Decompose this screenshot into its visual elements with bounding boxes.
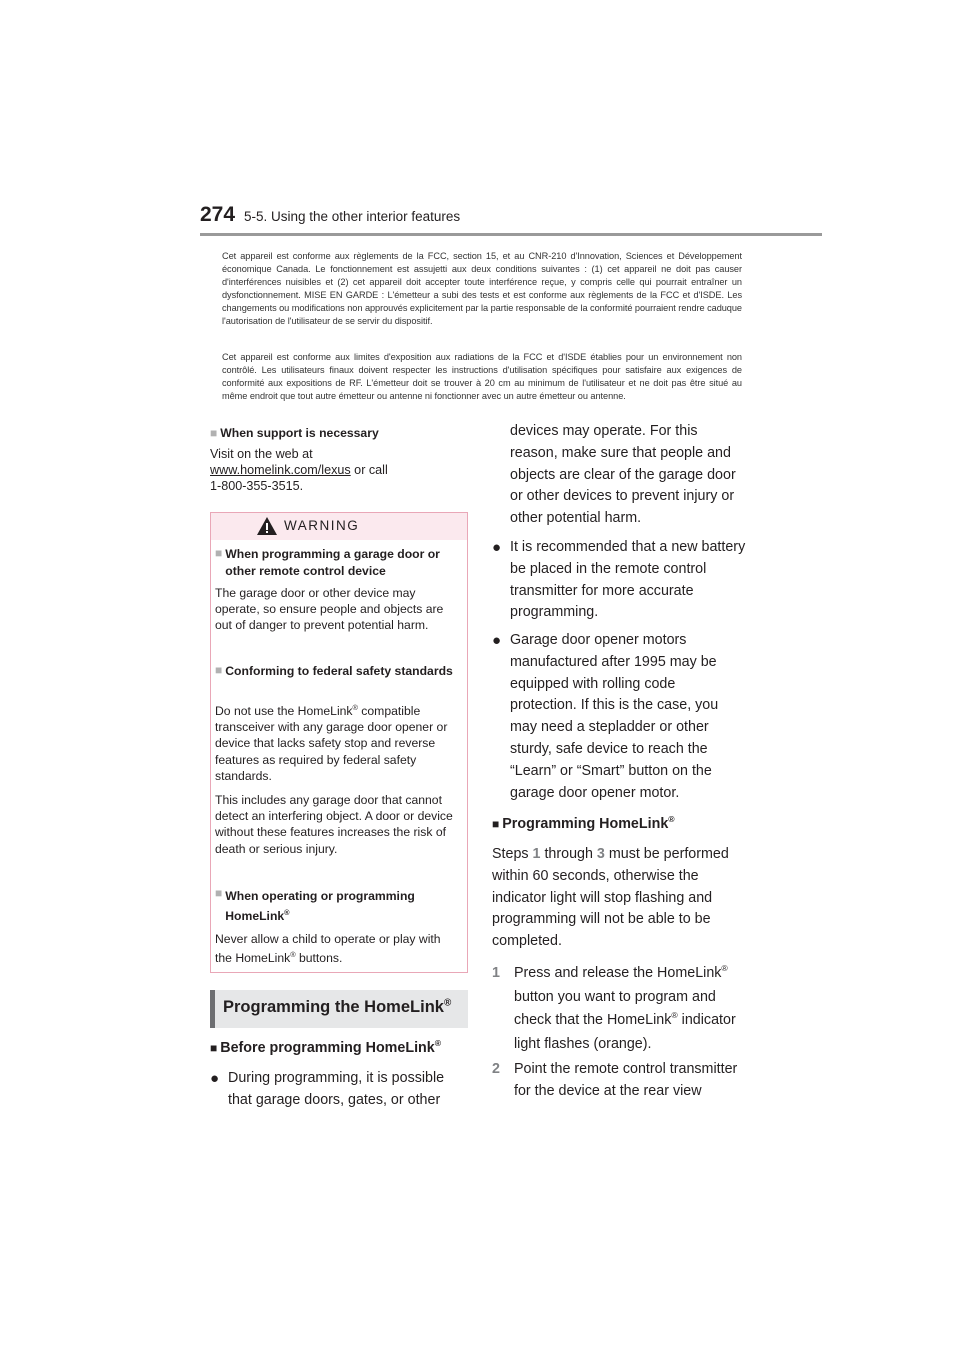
steps-intro: Steps 1 through 3 must be performed within 60 seconds, otherwise the indicator light will stop flashing and programming will not be able to be completed.	[492, 846, 729, 950]
bullet-1-start: ● During programming, it is possible that garage doors, gates, or other	[210, 1068, 468, 1112]
step-1: 1 Press and release the HomeLink® button you want to program and check that the HomeLink® indicator light flashes (orange).	[492, 963, 736, 1052]
programming-heading-bar	[210, 990, 215, 1028]
square-bullet-icon: ■	[215, 546, 223, 560]
square-bullet-icon: ■	[492, 817, 500, 831]
bullet-dot-icon: ●	[210, 1070, 220, 1087]
warning-paragraph-2: Do not use the HomeLink® compatible transceiver with any garage door opener or device that lacks safety stop and reverse features as required by federal safety standards.	[215, 702, 448, 783]
bullet-3: ● Garage door opener motors manufactured after 1995 may be equipped with rolling code protection. If this is the case, you may need a stepladder or other sturdy, safe device to reach the “Learn” or “Smart” button on the garage door opener motor.	[492, 630, 746, 804]
support-phone: 1-800-355-3515.	[210, 479, 304, 493]
fcc-paragraph-2: Cet appareil est conforme aux limites d'exposition aux radiations de la FCC et d'ISDE établies pour un environnement non contrôlé. Les utilisateurs finaux doivent respecter les instructions d'utilisation spécifiques pour satisfaire aux exigences de conformité aux expositions de RF. L'émetteur doit se trouver à 20 cm au minimum de l'utilisateur et ne doit pas être situé au même endroit que tout autre émetteur ou antenne ni fonctionner avec un autre émetteur ou antenne.	[222, 352, 742, 402]
bullet-dot-icon: ●	[492, 632, 502, 649]
square-bullet-icon: ■	[210, 426, 218, 440]
warning-paragraph-1: The garage door or other device may operate, so ensure people and objects are out of danger to prevent potential harm.	[215, 586, 444, 633]
programming-heading: Programming the HomeLink®	[223, 997, 452, 1016]
homelink-link[interactable]: www.homelink.com/lexus	[210, 463, 351, 477]
programming-homelink-subheading: ■ Programming HomeLink®	[492, 814, 675, 832]
fcc-paragraph-1: Cet appareil est conforme aux règlements de la FCC, section 15, et au CNR-210 d'Innovation, Sciences et Développement économique Canada. Le fonctionnement est assujetti aux deux conditions suivantes : (1) cet appareil ne doit pas causer d'interférences nuisibles et (2) cet appareil doit accepter toute interférence reçue, y compris celle qui pourrait entraîner un dysfonctionnement. MISE EN GARDE : L'émetteur a subi des tests et est conforme aux règlements de la FCC et d'ISDE. Les changements ou modifications non approuvés explicitement par la partie responsable de la conformité pourraient rendre caduque l'autorisation de l'utilisateur de se servir du dispositif.	[222, 251, 742, 327]
support-heading: ■ When support is necessary	[210, 426, 379, 440]
warning-heading-1: ■ When programming a garage door or other remote control device	[215, 546, 440, 578]
square-bullet-icon: ■	[215, 886, 223, 900]
warning-triangle-icon	[256, 516, 278, 536]
page-number: 274	[200, 203, 236, 226]
warning-paragraph-4: Never allow a child to operate or play with the HomeLink® buttons.	[215, 932, 441, 965]
square-bullet-icon: ■	[210, 1041, 218, 1055]
warning-heading-3: ■ When operating or programming HomeLink®	[215, 886, 460, 926]
warning-heading-2: ■ Conforming to federal safety standards	[215, 663, 453, 678]
before-programming-heading: ■ Before programming HomeLink®	[210, 1038, 442, 1056]
section-title: 5-5. Using the other interior features	[244, 209, 461, 224]
bullet-2: ● It is recommended that a new battery be placed in the remote control transmitter for more accurate programming.	[492, 537, 746, 624]
step-2: 2 Point the remote control transmitter for the device at the rear view	[492, 1061, 738, 1099]
warning-paragraph-3: This includes any garage door that cannot detect an interfering object. A door or device without these features increases the risk of death or serious injury.	[215, 793, 453, 856]
header-divider	[200, 233, 822, 236]
bullet-dot-icon: ●	[492, 539, 502, 556]
square-bullet-icon: ■	[215, 663, 223, 677]
support-text: Visit on the web at www.homelink.com/lexus or call 1-800-355-3515.	[210, 446, 470, 494]
warning-title: WARNING	[284, 518, 360, 533]
bullet-1-continued: devices may operate. For this reason, make sure that people and objects are clear of the garage door or other devices to prevent injury or other potential harm.	[510, 423, 736, 527]
